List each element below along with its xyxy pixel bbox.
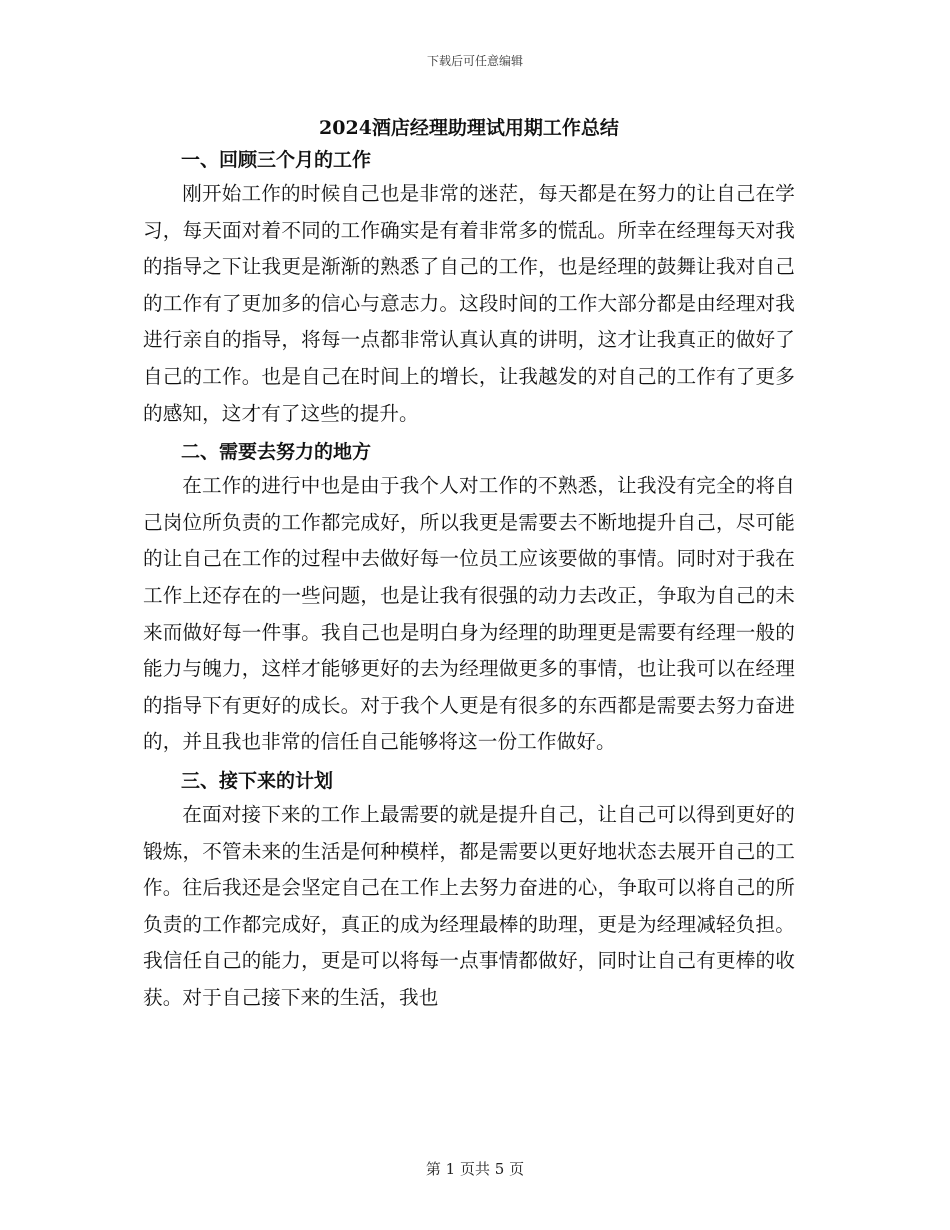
section-heading-review: 一、回顾三个月的工作 (181, 149, 372, 171)
page-header-note: 下载后可任意编辑 (426, 54, 523, 68)
document-title: 2024酒店经理助理试用期工作总结 (319, 117, 619, 139)
section-paragraph-improvement: 在工作的进行中也是由于我个人对工作的不熟悉，让我没有完全的将自己岗位所负责的工作都完成好，所以我更是需要去不断地提升自己，尽可能的让自己在工作的过程中去做好每一位员工应该要做的事情。同时对于我在工作上还存在的一些问题，也是让我有很强的动力去改正，争取为自己的未来而做好每一件事。我自己也是明白身为经理的助理更是需要有经理一般的能力与魄力，这样才能够更好的去为经理做更多的事情，也让我可以在经理的指导下有更好的成长。对于我个人更是有很多的东西都是需要去努力奋进的，并且我也非常的信任自己能够将这一份工作做好。 (143, 474, 795, 754)
section-paragraph-review: 刚开始工作的时候自己也是非常的迷茫，每天都是在努力的让自己在学习，每天面对着不同的工作确实是有着非常多的慌乱。所幸在经理每天对我的指导之下让我更是渐渐的熟悉了自己的工作，也是经理的鼓舞让我对自己的工作有了更加多的信心与意志力。这段时间的工作大部分都是由经理对我进行亲自的指导，将每一点都非常认真认真的讲明，这才让我真正的做好了自己的工作。也是自己在时间上的增长，让我越发的对自己的工作有了更多的感知，这才有了这些的提升。 (143, 182, 795, 425)
section-heading-plan: 三、接下来的计划 (181, 769, 334, 792)
document-body (143, 112, 795, 1020)
section-heading-improvement: 二、需要去努力的地方 (181, 441, 372, 464)
page-number-footer: 第 1 页共 5 页 (425, 1160, 525, 1178)
section-paragraph-plan: 在面对接下来的工作上最需要的就是提升自己，让自己可以得到更好的锻炼，不管未来的生活是何种模样，都是需要以更好地状态去展开自己的工作。往后我还是会坚定自己在工作上去努力奋进的心，争取可以将自己的所负责的工作都完成好，真正的成为经理最棒的助理，更是为经理减轻负担。我信任自己的能力，更是可以将每一点事情都做好，同时让自己有更棒的收获。对于自己接下来的生活，我也 (143, 802, 795, 1009)
